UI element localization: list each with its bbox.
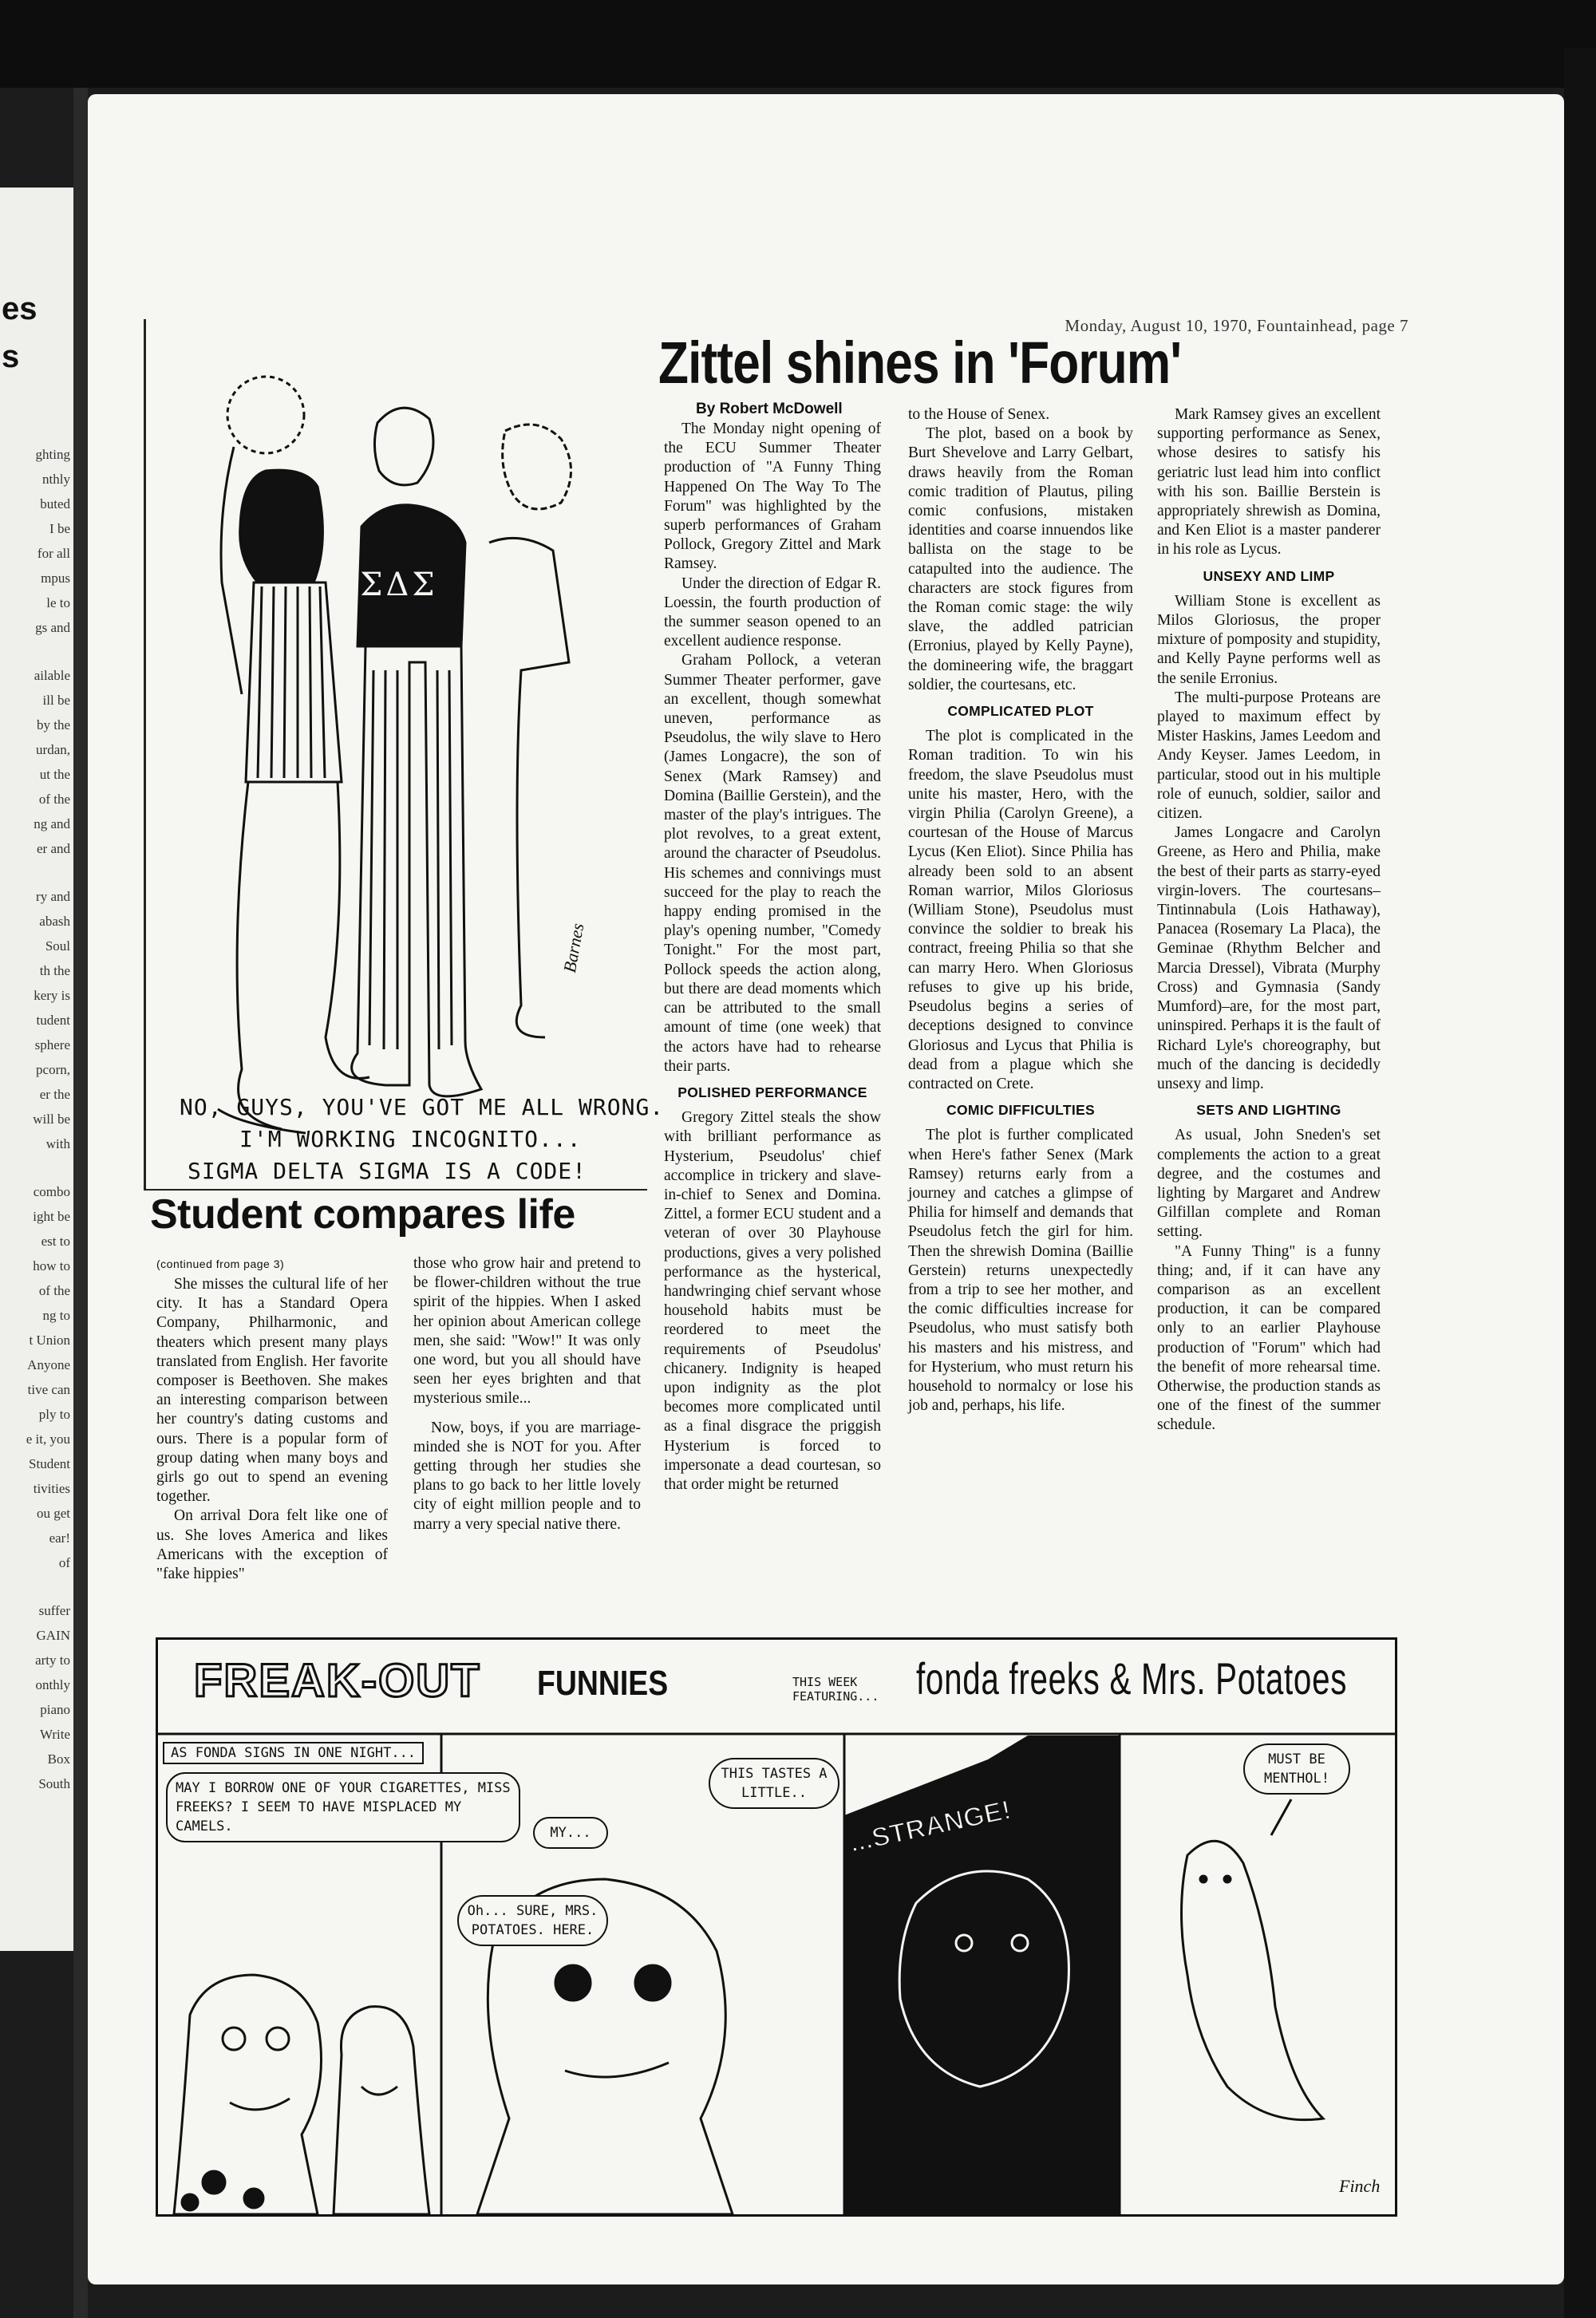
girl-hair [240,470,323,582]
page-gutter [73,88,88,2318]
paragraph: Under the direction of Edgar R. Loessin, the fourth production of the summer season opened to an excellent audience response. [664,575,881,650]
zittel-headline: Zittel shines in 'Forum' [658,330,1182,396]
speech-bubble-6: MUST BE MENTHOL! [1243,1743,1350,1795]
comic-artist-signature: Finch [1339,2176,1381,2196]
paragraph: She misses the cultural life of her city. It has a Standard Opera Company, Philharmonic, and theaters which present many plays translated from English. Her favorite composer is Beethoven. She makes an interesting comparison between her country's dating customs and ours. There is a popular form of group dating when many boys and girls go out to spend an evening together. [156,1276,388,1506]
right-guy-body [489,538,569,1037]
scan-right-border [1564,48,1596,2318]
fragment-line: suffer [38,1603,70,1618]
paragraph: James Longacre and Carolyn Greene, as Hero and Philia, make the best of their parts as starry-eyed virgin-lovers. The courtesans–Tintinnabula (Lois Hathaway), Panacea (Rosemary La Placa), the Geminae (Rhythm Belcher and Marcia Dressel), Vibrata (Murphy Cross) and Gymnasia (Sandy Mumford)–are, for the most part, uninspired. Perhaps it is the fault of Richard Lyle's choreography, but much of the dancing is decidedly unsexy and limp. [1157,824,1381,1092]
fragment-line: e it, you [26,1431,70,1447]
fragment-line: ng and [34,816,70,831]
fragment-line: onthly [35,1677,70,1692]
dateline: Monday, August 10, 1970, Fountainhead, page 7 [1065,316,1408,335]
fragment-line: Write [39,1727,70,1742]
fragment-line: nthly [42,472,70,487]
comic-title: FREAK-OUT [194,1655,481,1707]
fragment-line: of the [38,1283,70,1298]
zittel-column-3 [1157,405,1381,1435]
subhead-unsexy-and-limp: UNSEXY AND LIMP [1203,567,1335,584]
shirt-letters: ΣΔΣ [360,567,438,603]
fragment-line: will be [33,1112,70,1127]
fragment-line: ghting [35,447,70,462]
cartoon-drawing [146,319,665,1189]
fragment-line: ill be [42,693,70,708]
fragment-line: for all [37,546,70,561]
byline: By Robert McDowell [696,401,843,417]
tall-guy-head [374,408,433,485]
fragment-line: ut the [39,767,70,782]
fragment-line: abash [39,914,70,929]
fragment-line: ry and [36,889,70,904]
fragment-line: t Union [29,1333,70,1348]
zittel-column-1 [664,420,881,1495]
continued-note: (continued from page 3) [156,1258,285,1270]
fragment-line: Soul [45,938,70,954]
paragraph: The multi-purpose Proteans are played to maximum effect by Mister Haskins, James Leedom and Andy Keyser. James Leedom, in particular, stood out in his multiple role of eunuch, soldier, sailor and citizen. [1157,689,1381,823]
fragment-line: ng to [42,1308,70,1323]
fragment-line: I be [49,521,70,536]
fragment-line: pcorn, [36,1062,70,1077]
fragment-line: ply to [38,1407,70,1422]
strange-exclamation: ...STRANGE! [847,1795,1014,1859]
fragment-line: urdan, [36,742,70,757]
fragment-line: est to [41,1234,70,1249]
fragment-line: tive can [27,1382,70,1397]
fragment-line: South [38,1776,70,1791]
fragment-line: buted [40,496,70,511]
paragraph: Mark Ramsey gives an excellent supporting performance as Senex, whose desires to satisfy his geriatric lust lead him into conflict with his son. Baillie Berstein is appropriately shrewish as Domina, and Ken Eliot is a master panderer in his role as Lycus. [1157,406,1381,559]
student-column-1 [156,1275,388,1584]
speech-bubble-3: MY... [533,1817,608,1849]
subhead-sets-and-lighting: SETS AND LIGHTING [1196,1102,1341,1119]
comic-featuring: fonda freeks & Mrs. Potatoes [916,1653,1348,1704]
fragment-heading-1: es [2,291,38,326]
fragment-line: of the [38,792,70,807]
fragment-line: GAIN [36,1628,70,1643]
paragraph: William Stone is excellent as Milos Gloriosus, the proper mixture of pomposity and stupidity, and Kelly Payne performs well as the senile Erronius. [1157,592,1381,687]
cartoon-caption [180,1092,665,1187]
caption-line-1: NO, GUYS, YOU'VE GOT ME ALL WRONG. [180,1094,665,1120]
curly-hair [227,377,304,453]
caption-line-3: SIGMA DELTA SIGMA IS A CODE! [188,1158,587,1184]
freak-out-funnies-comic [156,1637,1397,2217]
paragraph: "A Funny Thing" is a funny thing; and, if it can have any comparison as an excellent production, it can be compared only to an earlier Playhouse production of "Forum" which had the benefit of more rehearsal time. Otherwise, the production stands as one of the finest of the summer schedule. [1157,1242,1381,1434]
fragment-line: gs and [35,620,70,635]
fragment-heading-2: s [2,339,20,374]
fragment-line: mpus [41,571,70,586]
fragment-line: ou get [36,1506,70,1521]
fragment-line: of [58,1555,70,1570]
caption-line-2: I'M WORKING INCOGNITO... [239,1126,582,1152]
girl-bellbottoms [237,782,369,1129]
comic-this-week: THIS WEEK FEATURING... [792,1675,879,1704]
student-column-2 [413,1254,641,1534]
right-guy-head [503,425,571,509]
paragraph: those who grow hair and pretend to be flower-children without the true spirit of the hippies. When I asked her opinion about American college men, she said: "Wow!" It was only one word, but you all should have seen her eyes brighten and that mysterious smile... [413,1255,641,1408]
fragment-line: by the [36,717,70,733]
paragraph: The plot is complicated in the Roman tradition. To win his freedom, the slave Pseudolus must unite his master, Hero, with the virgin Philia (Carolyn Greene), a courtesan of the House of Marcus Lycus (Ken Eliot). Since Philia has already been sold to an absent Roman warrior, Milos Gloriosus (William Stone), Pseudolus must convince the soldier to break his contract, freeing Philia so that she can marry Hero. When Gloriosus refuses to give up his bride, Pseudolus begins a series of deceptions designed to convince Gloriosus and Lycus that Philia is dead from a plague which she contracted on Crete. [908,728,1133,1092]
subhead-polished-performance: POLISHED PERFORMANCE [678,1084,867,1100]
paragraph: The plot, based on a book by Burt Shevelove and Larry Gelbart, draws heavily from the Roman comic tradition of Plautus, piling comic confusions, mistaken identities and coarse innuendos like ballista on the stage to be catapulted into the audience. The characters are stock figures from the Roman comic stage: the wily slave, the addled patrician (Erronius, played by Kelly Payne), the domineering wife, the braggart soldier, the courtesans, etc. [908,425,1133,693]
fragment-line: Anyone [27,1357,70,1372]
fragment-line: combo [33,1184,70,1199]
paragraph: The plot is further complicated when Here's father Senex (Mark Ramsey) returns early from a journey and catches a glimpse of Philia for himself and demands that Pseudolus fetch the girl for him. Then the shrewish Domina (Baillie Gerstein) returns unexpectedly from a trip to see her mother, and the comic difficulties increase for Pseudolus, who must satisfy both his masters and his mistress, and for Hysterium, who must return his household to normalcy or lose his job and, perhaps, his life. [908,1127,1133,1415]
fragment-line: sphere [34,1037,70,1052]
paragraph: Graham Pollock, a veteran Summer Theater performer, gave an excellent, though somewhat uneven, performance as Pseudolus, the wily slave to Hero (James Longacre), the son of Senex (Mark Ramsey) and Domina (Baillie Gerstein), and the master of the play's intrigues. The plot revolves, to a great extent, around the character of Pseudolus. His schemes and connivings must succeed for the play to reach the happy ending promised in the play's opening number, "Comedy Tonight." For the most part, Pollock speeds the action along, but there are dead moments which can be attributed to the small amount of time (one week) that the actors have had to rehearse their parts. [664,652,881,1075]
paragraph: As usual, John Sneden's set complements the action to a great degree, and the costumes and lighting by Margaret and Andrew Gilfillan complete and Roman setting. [1157,1127,1381,1241]
fragment-line: how to [33,1258,70,1274]
speech-bubble-1: MAY I BORROW ONE OF YOUR CIGARETTES, MISS FREEKS? I SEEM TO HAVE MISPLACED MY CAMELS. [166,1772,520,1842]
paragraph: to the House of Senex. [908,406,1050,423]
fragment-line: ear! [49,1530,70,1546]
paragraph: The Monday night opening of the ECU Summer Theater production of "A Funny Thing Happened On The Way To The Forum" was highlighted by the superb performances of Graham Pollock, Gregory Zittel and Mark Ramsey. [664,421,881,573]
fragment-line: kery is [34,988,70,1003]
fragment-line: th the [39,963,70,978]
fragment-line: Student [29,1456,70,1471]
fragment-line: with [45,1136,70,1151]
comic-artwork [158,1640,1395,2214]
fragment-line: le to [46,595,70,610]
comic-caption: AS FONDA SIGNS IN ONE NIGHT... [163,1742,424,1764]
zittel-column-2 [908,405,1133,1416]
fragment-line: arty to [35,1653,70,1668]
paragraph: Now, boys, if you are marriage-minded she is NOT for you. After getting through her studies she plans to go back to her little lovely city of eight million people and to marry a very special native there. [413,1419,641,1533]
scan-top-border [0,0,1596,88]
subhead-comic-difficulties: COMIC DIFFICULTIES [946,1102,1095,1119]
fragment-line: ight be [33,1209,70,1224]
fragment-line: ailable [34,668,70,683]
speech-bubble-2: Oh... SURE, MRS. POTATOES. HERE. [457,1895,608,1946]
paragraph: Gregory Zittel steals the show with brilliant performance as Hysterium, Pseudolus' chief accomplice in trickery and slave-in-chief to Senex and Domina. Zittel, a former ECU student and a veteran of over 30 Playhouse productions, gives a very polished performance as the hysterical, handwringing chief servant whose household habits must be reordered to meet the requirements of Pseudolus' chicanery. Indignity is heaped upon indignity as the plot becomes more complicated until as a final disgrace the priggish Hysterium is forced to impersonate a dead courtesan, so that order might be returned [664,1109,881,1493]
fragment-line: tudent [36,1013,70,1028]
adjacent-page-fragment [0,188,73,1951]
fragment-line: er and [36,841,70,856]
speech-bubble-4: THIS TASTES A LITTLE.. [709,1758,839,1809]
student-headline: Student compares life [150,1191,575,1238]
subhead-complicated-plot: COMPLICATED PLOT [947,703,1094,720]
cartoonist-signature: Barnes [559,922,588,974]
comic-funnies: FUNNIES [537,1664,669,1703]
fonda-freeks-hair [334,2007,429,2214]
fraternity-cartoon [144,319,665,1191]
fragment-line: piano [40,1702,70,1717]
fragment-line: Box [47,1751,70,1767]
mrs-potatoes-face [174,1975,322,2214]
paragraph: On arrival Dora felt like one of us. She loves America and likes Americans with the exception of "fake hippies" [156,1507,388,1583]
fragment-line: er the [39,1087,70,1102]
fragment-line: tivities [33,1481,70,1496]
